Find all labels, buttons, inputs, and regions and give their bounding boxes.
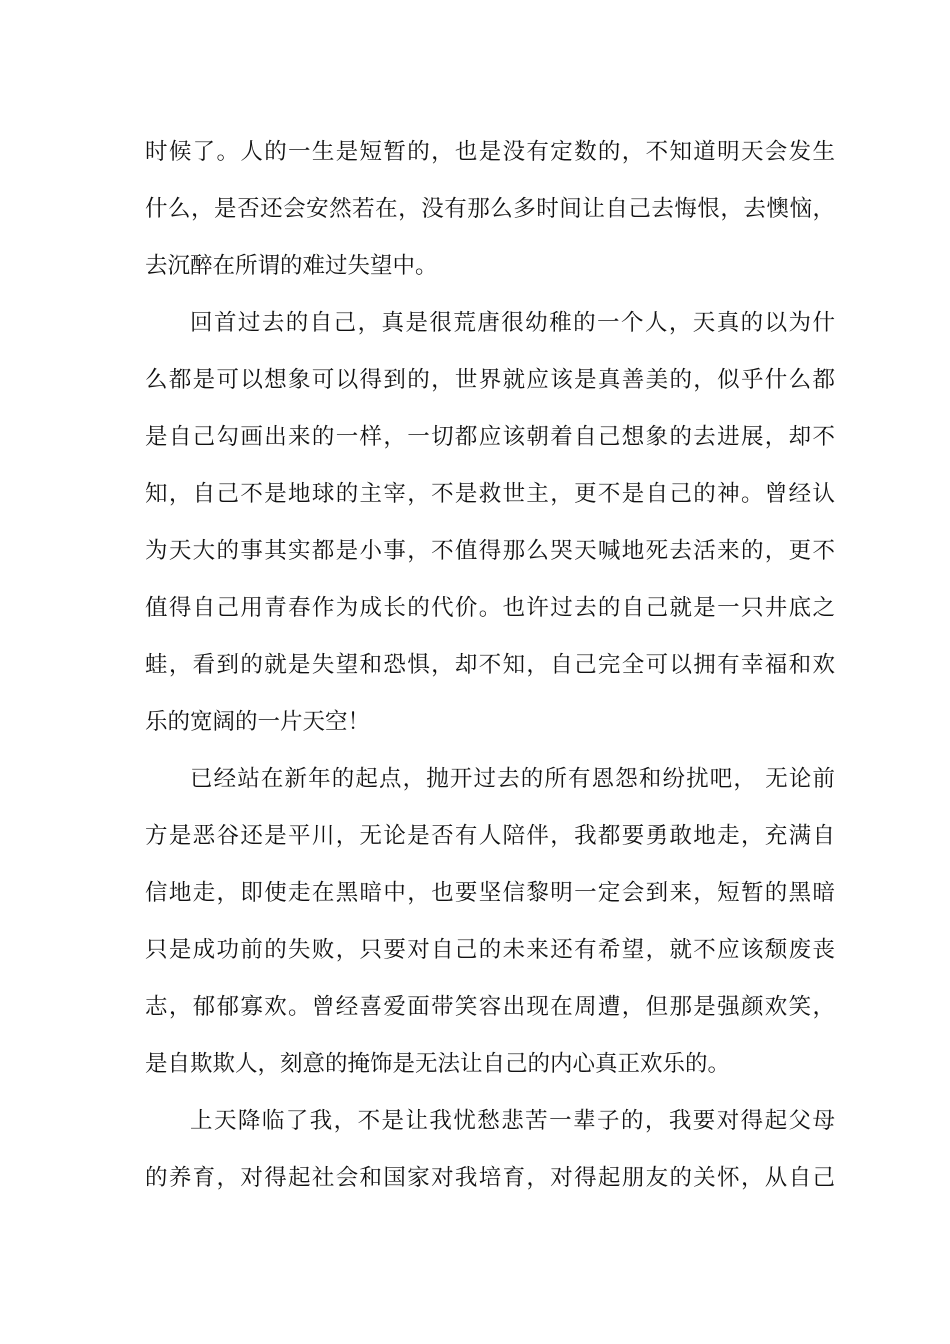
text-line: 上天降临了我，不是让我忧愁悲苦一辈子的，我要对得起父母 bbox=[190, 1108, 835, 1134]
text-line: 么都是可以想象可以得到的，世界就应该是真善美的，似乎什么都 bbox=[145, 367, 835, 393]
text-line: 方是恶谷还是平川，无论是否有人陪伴，我都要勇敢地走，充满自 bbox=[145, 823, 835, 849]
text-line: 去沉醉在所谓的难过失望中。 bbox=[145, 253, 438, 279]
text-line: 回首过去的自己，真是很荒唐很幼稚的一个人，天真的以为什 bbox=[190, 310, 835, 336]
paragraph-2 bbox=[145, 299, 835, 755]
text-line: 只是成功前的失败，只要对自己的未来还有希望，就不应该颓废丧 bbox=[145, 937, 835, 963]
text-line: 乐的宽阔的一片天空！ bbox=[145, 709, 371, 735]
paragraph-4 bbox=[145, 1097, 835, 1211]
text-line: 是自欺欺人，刻意的掩饰是无法让自己的内心真正欢乐的。 bbox=[145, 1051, 731, 1077]
text-line: 的养育，对得起社会和国家对我培育，对得起朋友的关怀，从自己 bbox=[145, 1165, 835, 1191]
paragraph-1 bbox=[145, 128, 835, 299]
text-line: 知，自己不是地球的主宰，不是救世主，更不是自己的神。曾经认 bbox=[145, 481, 835, 507]
paragraph-3 bbox=[145, 755, 835, 1097]
text-line: 志，郁郁寡欢。曾经喜爱面带笑容出现在周遭，但那是强颜欢笑， bbox=[145, 994, 835, 1020]
text-line: 什么，是否还会安然若在，没有那么多时间让自己去悔恨，去懊恼， bbox=[145, 196, 835, 222]
text-line: 时候了。人的一生是短暂的，也是没有定数的，不知道明天会发生 bbox=[145, 139, 835, 165]
text-line: 是自己勾画出来的一样，一切都应该朝着自己想象的去进展，却不 bbox=[145, 424, 835, 450]
text-line: 信地走，即使走在黑暗中，也要坚信黎明一定会到来，短暂的黑暗 bbox=[145, 880, 835, 906]
document-page bbox=[145, 128, 835, 1211]
text-line: 为天大的事其实都是小事，不值得那么哭天喊地死去活来的，更不 bbox=[145, 538, 835, 564]
text-line: 蛙，看到的就是失望和恐惧，却不知，自己完全可以拥有幸福和欢 bbox=[145, 652, 835, 678]
text-line: 已经站在新年的起点，抛开过去的所有恩怨和纷扰吧， 无论前 bbox=[190, 766, 835, 792]
text-line: 值得自己用青春作为成长的代价。也许过去的自己就是一只井底之 bbox=[145, 595, 835, 621]
